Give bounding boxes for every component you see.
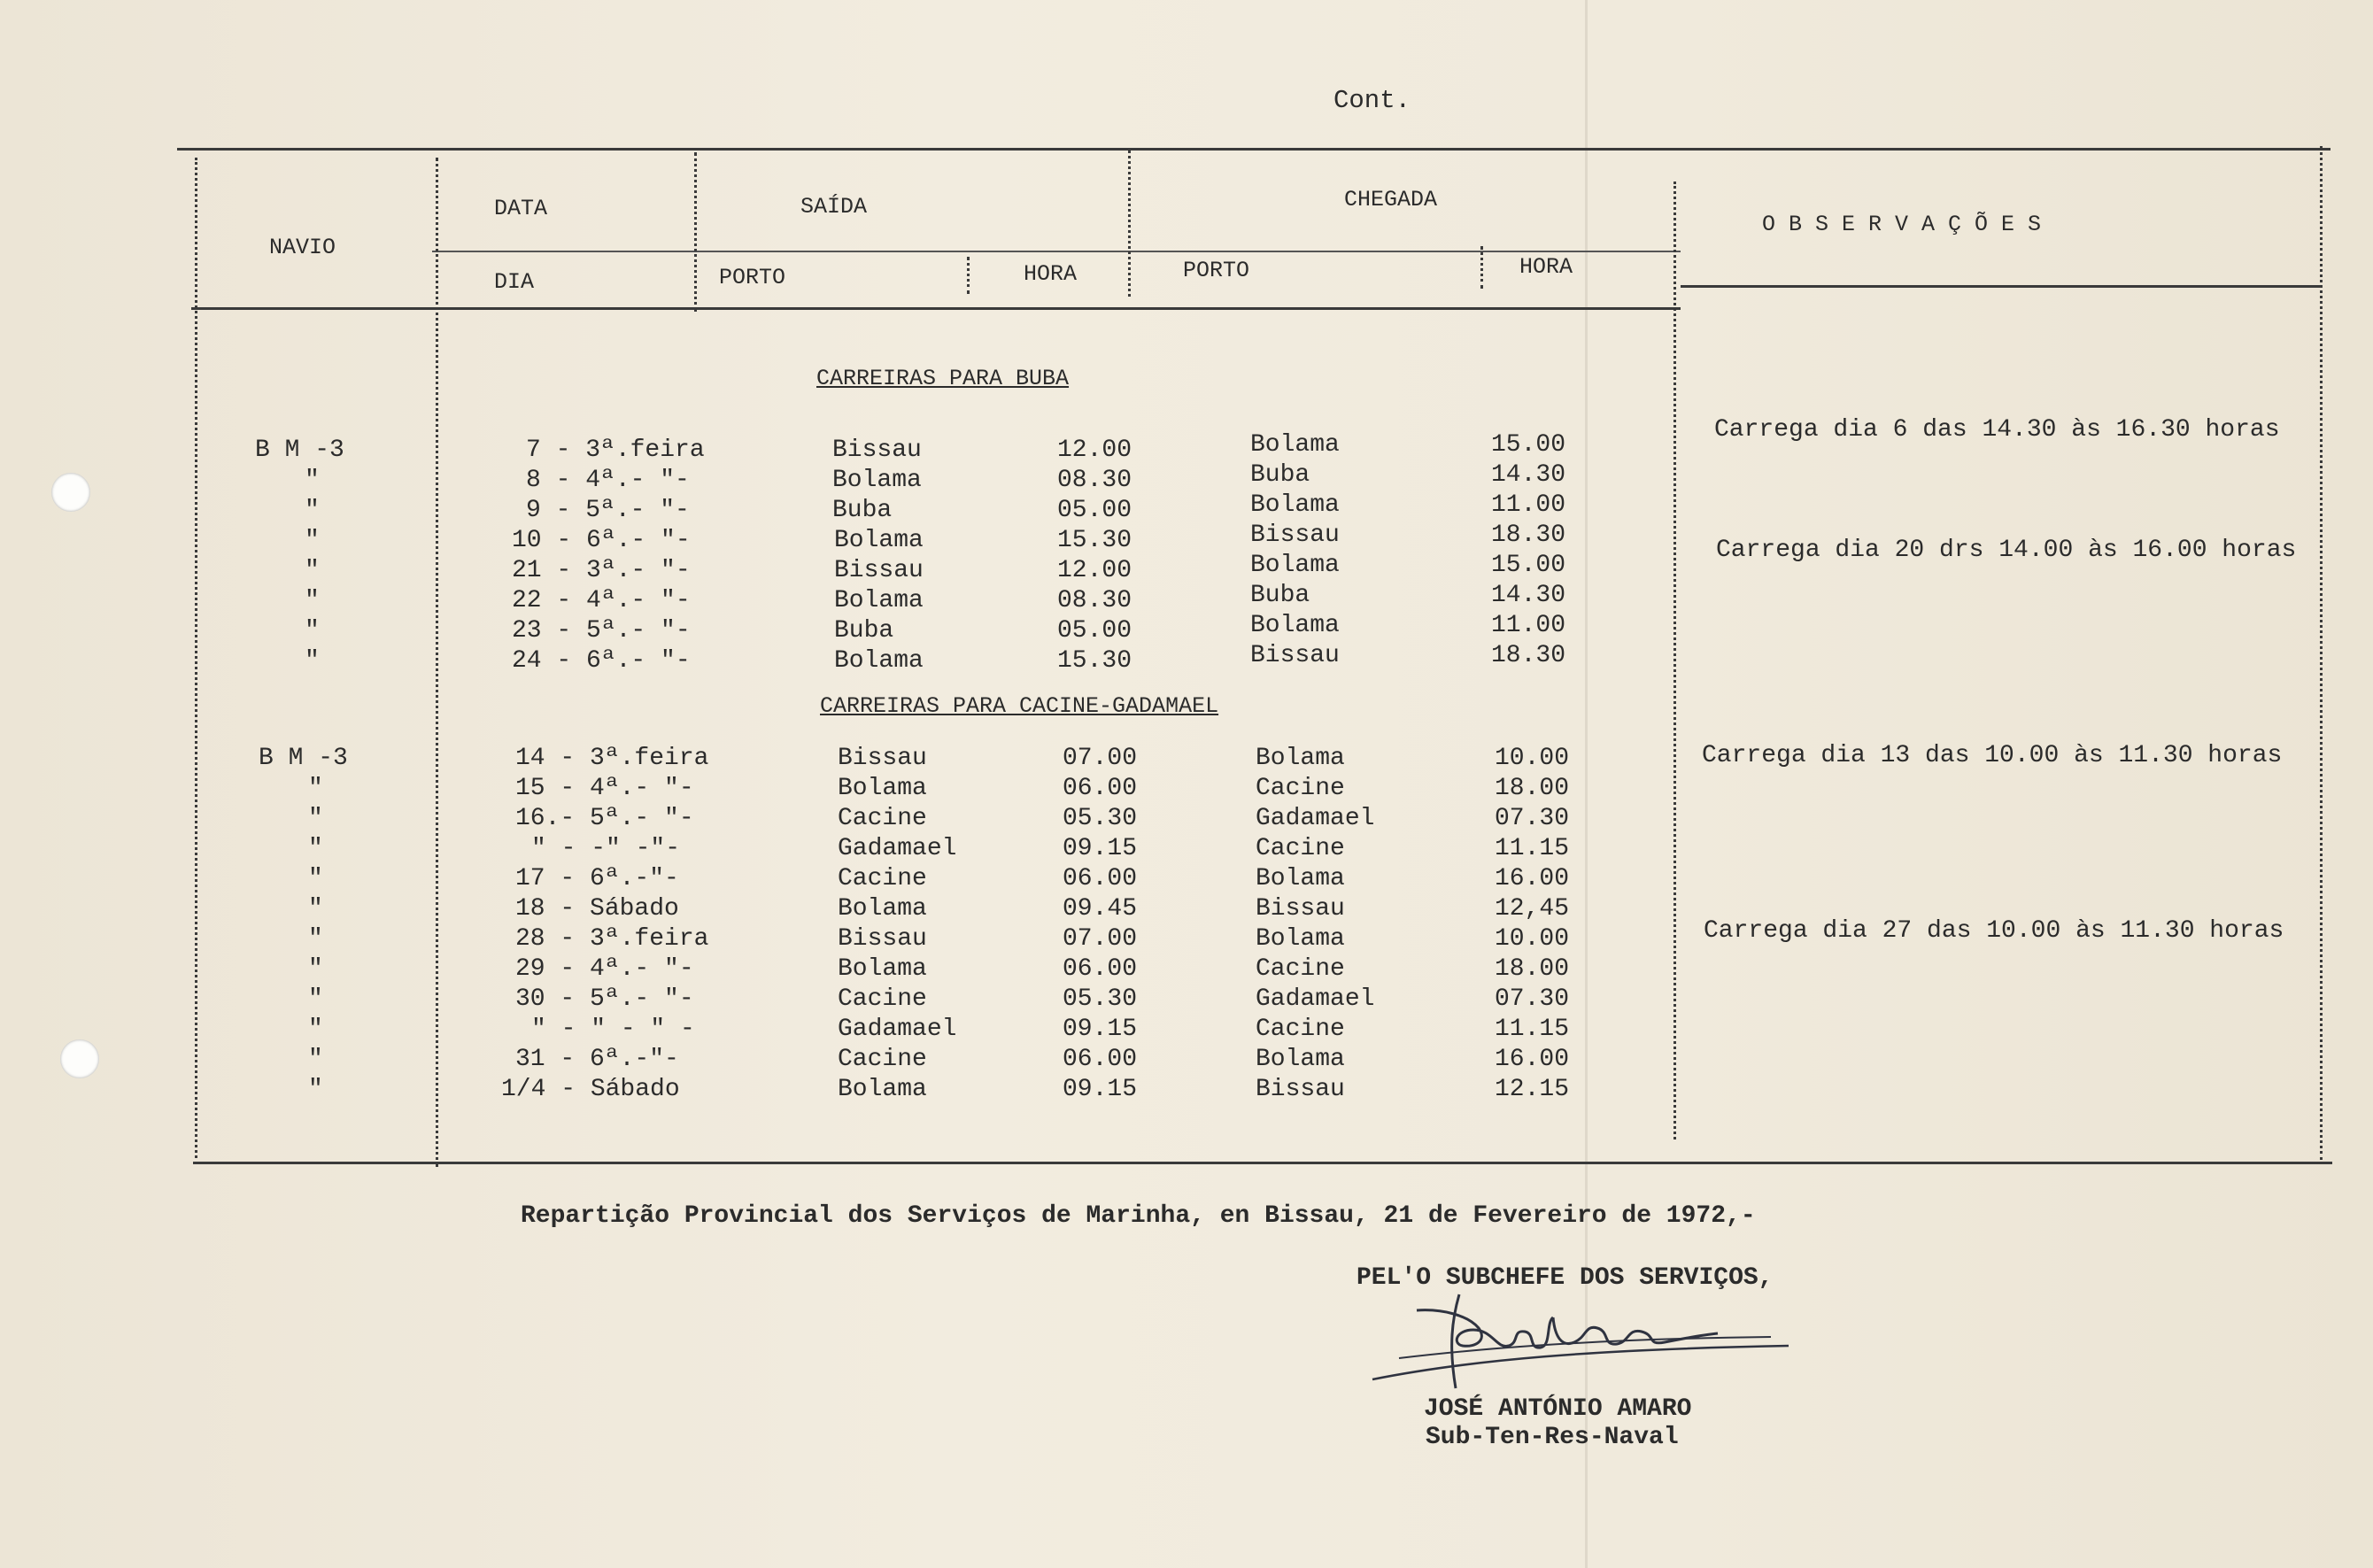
- table-row: [0, 431, 1682, 466]
- cell-hora-saida: 12.00: [1057, 436, 1132, 464]
- cell-hora-saida: 09.45: [1063, 895, 1138, 923]
- cell-porto-saida: Bissau: [838, 745, 927, 772]
- table-row: [0, 461, 1682, 496]
- cell-hora-saida: 05.00: [1057, 617, 1132, 645]
- cell-porto-chegada: Bolama: [1256, 745, 1345, 772]
- cell-hora-saida: 05.30: [1063, 805, 1138, 832]
- cell-porto-saida: Buba: [832, 497, 893, 524]
- cell-hora-saida: 07.00: [1063, 745, 1138, 772]
- cell-porto-chegada: Bolama: [1250, 552, 1340, 579]
- cell-porto-chegada: Bissau: [1250, 642, 1340, 669]
- cell-porto-chegada: Cacine: [1256, 955, 1345, 983]
- cell-dia: 16.- 5ª.- "-: [515, 805, 694, 832]
- cell-hora-chegada: 11.00: [1491, 612, 1566, 639]
- cell-hora-saida: 06.00: [1063, 955, 1138, 983]
- cell-navio: ": [308, 805, 323, 832]
- cell-porto-saida: Buba: [834, 617, 894, 645]
- col-data-divider: [694, 152, 697, 312]
- cell-hora-saida: 15.30: [1057, 647, 1132, 675]
- cell-hora-saida: 05.00: [1057, 497, 1132, 524]
- header-navio: NAVIO: [269, 235, 336, 260]
- cell-navio: ": [308, 835, 323, 862]
- cell-navio: ": [305, 467, 320, 494]
- cell-dia: 21 - 3ª.- "-: [512, 557, 691, 584]
- cell-porto-chegada: Buba: [1250, 461, 1310, 489]
- signatory-name: JOSÉ ANTÓNIO AMARO: [1424, 1395, 1692, 1423]
- cell-porto-chegada: Bissau: [1256, 1076, 1345, 1103]
- cell-dia: 22 - 4ª.- "-: [512, 587, 691, 614]
- cell-hora-chegada: 12,45: [1495, 895, 1570, 923]
- header-porto-saida: PORTO: [719, 265, 786, 290]
- table-row: [0, 521, 1682, 556]
- cell-dia: " - " - " -: [531, 1016, 695, 1043]
- cell-porto-saida: Cacine: [838, 805, 927, 832]
- cell-navio: ": [305, 527, 320, 554]
- observation-cacine-2: Carrega dia 27 das 10.00 às 11.30 horas: [1704, 917, 2284, 945]
- cell-porto-saida: Bolama: [838, 1076, 927, 1103]
- cell-hora-chegada: 15.00: [1491, 431, 1566, 459]
- table-row: [0, 894, 1682, 924]
- cell-hora-chegada: 10.00: [1495, 925, 1570, 953]
- cell-porto-saida: Bolama: [834, 587, 924, 614]
- table-row: [0, 552, 1682, 586]
- cell-hora-chegada: 15.00: [1491, 552, 1566, 579]
- cell-hora-saida: 05.30: [1063, 985, 1138, 1013]
- cell-dia: 30 - 5ª.- "-: [515, 985, 694, 1013]
- table-row: [0, 1015, 1682, 1045]
- cell-hora-chegada: 16.00: [1495, 1046, 1570, 1073]
- table-row: [0, 834, 1682, 864]
- header-mid-line: [432, 251, 1681, 252]
- signature-text: José António Amaro: [1381, 1317, 1401, 1320]
- cell-hora-saida: 07.00: [1063, 925, 1138, 953]
- table-row: [0, 612, 1682, 646]
- cell-hora-saida: 09.15: [1063, 835, 1138, 862]
- cell-dia: 18 - Sábado: [515, 895, 679, 923]
- cell-porto-saida: Gadamael: [838, 1016, 957, 1043]
- cell-hora-saida: 08.30: [1057, 587, 1132, 614]
- cell-porto-chegada: Cacine: [1256, 835, 1345, 862]
- table-top-border: [177, 148, 2330, 151]
- cell-navio: ": [308, 1046, 323, 1073]
- cell-porto-saida: Bolama: [838, 955, 927, 983]
- cell-hora-saida: 12.00: [1057, 557, 1132, 584]
- cell-hora-chegada: 14.30: [1491, 582, 1566, 609]
- cell-porto-chegada: Bissau: [1256, 895, 1345, 923]
- cell-dia: 1/4 - Sábado: [501, 1076, 680, 1103]
- observation-cacine-1: Carrega dia 13 das 10.00 às 11.30 horas: [1702, 742, 2283, 769]
- header-saida: SAÍDA: [800, 194, 868, 220]
- cell-navio: ": [305, 587, 320, 614]
- header-obs-line: [1681, 285, 2322, 288]
- cell-navio: ": [308, 925, 323, 953]
- table-bottom-border: [193, 1162, 2332, 1164]
- cell-porto-chegada: Bolama: [1250, 431, 1340, 459]
- cell-porto-chegada: Bolama: [1256, 925, 1345, 953]
- cell-porto-chegada: Gadamael: [1256, 985, 1375, 1013]
- cell-navio: ": [308, 1016, 323, 1043]
- cell-hora-chegada: 18.30: [1491, 521, 1566, 549]
- cell-porto-chegada: Bolama: [1250, 491, 1340, 519]
- signature-image: [1364, 1284, 1806, 1399]
- header-chegada: CHEGADA: [1344, 187, 1438, 212]
- table-right-border: [2320, 146, 2323, 1160]
- table-row: [0, 744, 1682, 774]
- col-saida-hora-divider: [967, 257, 970, 294]
- cell-porto-saida: Bolama: [834, 527, 924, 554]
- table-row: [0, 1075, 1682, 1105]
- cell-dia: 23 - 5ª.- "-: [512, 617, 691, 645]
- cell-porto-chegada: Bissau: [1250, 521, 1340, 549]
- cell-navio: ": [305, 497, 320, 524]
- header-hora-chegada: HORA: [1519, 254, 1573, 280]
- cell-navio: B M -3: [259, 745, 348, 772]
- cell-porto-saida: Cacine: [838, 985, 927, 1013]
- cell-porto-saida: Gadamael: [838, 835, 957, 862]
- cell-hora-saida: 06.00: [1063, 865, 1138, 892]
- place-date-line: Repartição Provincial dos Serviços de Marinha, en Bissau, 21 de Fevereiro de 1972,-: [521, 1202, 1756, 1230]
- col-chegada-hora-divider: [1480, 246, 1483, 289]
- cell-dia: 24 - 6ª.- "-: [512, 647, 691, 675]
- cell-hora-saida: 09.15: [1063, 1076, 1138, 1103]
- table-row: [0, 642, 1682, 676]
- table-row: [0, 582, 1682, 616]
- cell-hora-chegada: 16.00: [1495, 865, 1570, 892]
- continuation-label: Cont.: [1333, 86, 1411, 115]
- table-row: [0, 491, 1682, 526]
- cell-porto-saida: Bolama: [838, 775, 927, 802]
- table-row: [0, 924, 1682, 954]
- cell-dia: 28 - 3ª.feira: [515, 925, 709, 953]
- cell-porto-saida: Cacine: [838, 1046, 927, 1073]
- cell-porto-saida: Bolama: [834, 647, 924, 675]
- cell-porto-saida: Bissau: [838, 925, 927, 953]
- cell-porto-saida: Bissau: [834, 557, 924, 584]
- table-row: [0, 804, 1682, 834]
- observation-buba-1: Carrega dia 6 das 14.30 às 16.30 horas: [1714, 416, 2280, 444]
- cell-dia: 14 - 3ª.feira: [515, 745, 709, 772]
- cell-hora-chegada: 11.15: [1495, 1016, 1570, 1043]
- header-data: DATA: [494, 196, 548, 221]
- cell-hora-chegada: 18.00: [1495, 775, 1570, 802]
- cell-navio: ": [308, 985, 323, 1013]
- cell-porto-chegada: Cacine: [1256, 1016, 1345, 1043]
- cell-hora-saida: 09.15: [1063, 1016, 1138, 1043]
- cell-hora-saida: 08.30: [1057, 467, 1132, 494]
- cell-porto-saida: Cacine: [838, 865, 927, 892]
- cell-dia: " - -" -"-: [531, 835, 681, 862]
- cell-dia: 8 - 4ª.- "-: [526, 467, 690, 494]
- col-saida-divider: [1128, 151, 1131, 297]
- cell-dia: 29 - 4ª.- "-: [515, 955, 694, 983]
- cell-navio: ": [308, 1076, 323, 1103]
- cell-porto-chegada: Cacine: [1256, 775, 1345, 802]
- header-bottom-border: [191, 307, 1681, 310]
- cell-porto-saida: Bolama: [838, 895, 927, 923]
- cell-porto-saida: Bissau: [832, 436, 922, 464]
- cell-porto-chegada: Bolama: [1250, 612, 1340, 639]
- header-porto-chegada: PORTO: [1183, 258, 1250, 283]
- cell-dia: 10 - 6ª.- "-: [512, 527, 691, 554]
- signatory-rank: Sub-Ten-Res-Naval: [1426, 1424, 1679, 1451]
- cell-navio: ": [305, 647, 320, 675]
- table-row: [0, 774, 1682, 804]
- table-row: [0, 864, 1682, 894]
- cell-dia: 15 - 4ª.- "-: [515, 775, 694, 802]
- cell-navio: ": [308, 865, 323, 892]
- cell-hora-chegada: 10.00: [1495, 745, 1570, 772]
- cell-porto-saida: Bolama: [832, 467, 922, 494]
- cell-navio: ": [305, 617, 320, 645]
- cell-navio: B M -3: [255, 436, 344, 464]
- cell-hora-chegada: 11.15: [1495, 835, 1570, 862]
- cell-hora-chegada: 18.00: [1495, 955, 1570, 983]
- table-row: [0, 985, 1682, 1015]
- header-dia: DIA: [494, 269, 535, 295]
- cell-dia: 7 - 3ª.feira: [526, 436, 705, 464]
- cell-porto-chegada: Bolama: [1256, 1046, 1345, 1073]
- cell-hora-chegada: 14.30: [1491, 461, 1566, 489]
- cell-porto-chegada: Gadamael: [1256, 805, 1375, 832]
- cell-hora-saida: 06.00: [1063, 775, 1138, 802]
- cell-hora-chegada: 07.30: [1495, 805, 1570, 832]
- cell-dia: 31 - 6ª.-"-: [515, 1046, 679, 1073]
- header-hora-saida: HORA: [1024, 261, 1078, 287]
- table-row: [0, 1045, 1682, 1075]
- table-row: [0, 954, 1682, 985]
- section-title-buba: CARREIRAS PARA BUBA: [816, 366, 1070, 391]
- cell-hora-saida: 15.30: [1057, 527, 1132, 554]
- cell-hora-saida: 06.00: [1063, 1046, 1138, 1073]
- cell-dia: 17 - 6ª.-"-: [515, 865, 679, 892]
- header-observacoes: O B S E R V A Ç Õ E S: [1762, 212, 2042, 237]
- cell-hora-chegada: 07.30: [1495, 985, 1570, 1013]
- cell-navio: ": [308, 955, 323, 983]
- observation-buba-2: Carrega dia 20 drs 14.00 às 16.00 horas: [1716, 537, 2297, 564]
- cell-porto-chegada: Buba: [1250, 582, 1310, 609]
- cell-porto-chegada: Bolama: [1256, 865, 1345, 892]
- section-title-cacine: CARREIRAS PARA CACINE-GADAMAEL: [820, 693, 1219, 719]
- cell-navio: ": [308, 895, 323, 923]
- cell-navio: ": [308, 775, 323, 802]
- cell-dia: 9 - 5ª.- "-: [526, 497, 690, 524]
- cell-hora-chegada: 18.30: [1491, 642, 1566, 669]
- cell-navio: ": [305, 557, 320, 584]
- cell-hora-chegada: 11.00: [1491, 491, 1566, 519]
- cell-hora-chegada: 12.15: [1495, 1076, 1570, 1103]
- signatory-title: PEL'O SUBCHEFE DOS SERVIÇOS,: [1357, 1264, 1774, 1292]
